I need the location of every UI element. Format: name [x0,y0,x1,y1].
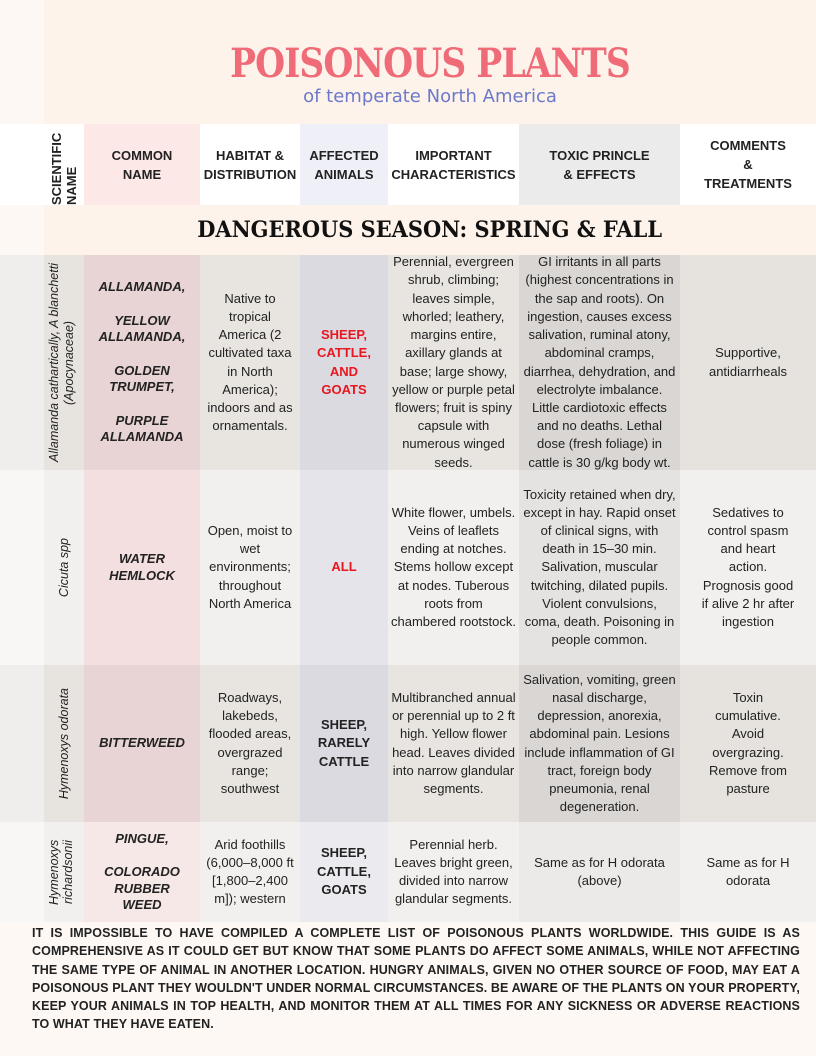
toxic-principle-effects-cell [519,822,680,922]
scientific-name-cell [44,470,84,665]
habitat-distribution-cell [200,470,300,665]
important-characteristics: Multibranched annual or perennial up to 2 ft high. Yellow flower head. Leaves divided into narrow glandular segments. [391,689,516,796]
common-name-cell [84,822,200,922]
comments-treatments: Same as for H odorata [706,854,790,888]
page-title: POISONOUS PLANTS [230,40,630,87]
affected-animals-cell [300,822,388,922]
common-name-cell [84,665,200,822]
affected-animals-cell [300,665,388,822]
disclaimer-note: IT IS IMPOSSIBLE TO HAVE COMPILED A COMPLETE LIST OF POISONOUS PLANTS WORLDWIDE. THIS GUIDE IS AS COMPREHENSIVE AS IT COULD GET BUT KNOW THAT SOME PLANTS DO AFFECT SOME ANIMALS, WHILE NOT AFFECTING THE SAME TYPE OF ANIMAL IN ANOTHER LOCATION. HUNGRY ANIMALS, GIVEN NO OTHER SOURCE OF FOOD, MAY EAT A POISONOUS PLANT THEY WOULDN'T UNDER NORMAL CIRCUMSTANCES. BE AWARE OF THE PLANTS ON YOUR PROPERTY, KEEP YOUR ANIMALS IN TOP HEALTH, AND MONITOR THEM AT ALL TIMES FOR ANY SICKNESS OR ADVERSE REACTIONS TO WHAT THEY HAVE EATEN. [32,926,800,1032]
affected-animals: ALL [331,559,357,575]
col-header-important-label: IMPORTANT CHARACTERISTICS [391,147,516,182]
col-header-common-label: COMMON NAME [111,147,173,182]
important-characteristics: Perennial herb. Leaves bright green, divided into narrow glandular segments. [394,836,513,907]
common-name: PURPLE ALLAMANDA [100,412,184,445]
toxic-principle-effects-cell [519,470,680,665]
comments-treatments-cell [680,822,816,922]
scientific-name-cell [44,822,84,922]
affected-animals: SHEEP, CATTLE, GOATS [317,845,371,898]
habitat-distribution-cell [200,255,300,470]
important-characteristics-cell [388,665,519,822]
habitat-distribution: Open, moist to wet environments; throughout North America [207,522,293,611]
scientific-name-cell [44,255,84,470]
comments-treatments-cell [680,470,816,665]
habitat-distribution: Arid foothills (6,000–8,000 ft [1,800–2,400 m]); western [206,836,294,907]
row-margin [0,255,44,470]
important-characteristics-cell [388,470,519,665]
col-header-scientific-label: SCIENTIFIC NAME [49,132,79,205]
toxic-principle-effects: Same as for H odorata (above) [534,854,665,888]
page-header [44,0,816,124]
col-header-comments-label: COMMENTS & TREATMENTS [704,138,792,191]
habitat-distribution: Native to tropical America (2 cultivated taxa in North America); indoors and as ornamentals. [207,290,293,434]
important-characteristics: White flower, umbels. Veins of leaflets ending at notches. Stems hollow except at nodes. Tuberous roots from chambered rootstock. [390,504,516,629]
col-header-affected [300,124,388,205]
affected-animals-cell [300,255,388,470]
season-banner-text: DANGEROUS SEASON: SPRING & FALL [197,217,663,243]
common-name: PINGUE, [115,830,169,846]
toxic-principle-effects: Toxicity retained when dry, except in hay. Rapid onset of clinical signs, with death in 15–30 min. Salivation, muscular twitching, dilated pupils. Violent convulsions, coma, death. Poisoning in people common. [523,486,676,648]
important-characteristics-cell [388,822,519,922]
comments-treatments: Sedatives to control spasm and heart action. Prognosis good if alive 2 hr after ingestion [701,504,795,629]
affected-animals-cell [300,470,388,665]
scientific-name: Hymenoxys odorata [56,687,71,800]
common-name: WATER HEMLOCK [109,551,175,583]
row-margin [0,665,44,822]
col-header-habitat-label: HABITAT & DISTRIBUTION [203,147,297,182]
season-banner-margin [0,205,44,255]
comments-treatments-cell [680,665,816,822]
common-name: COLORADO RUBBER WEED [104,864,180,912]
toxic-principle-effects: Salivation, vomiting, green nasal discharge, depression, anorexia, abdominal pain. Lesions include inflammation of GI tract, foreign body pneumonia, renal degeneration. [523,671,676,815]
header-blank-cell [0,124,44,205]
common-name: YELLOW ALLAMANDA, [98,312,186,345]
common-name-cell [84,470,200,665]
important-characteristics-cell [388,255,519,470]
scientific-name: Allamanda cathartically, A blanchetti (Apocynaceae) [47,263,76,462]
affected-animals: SHEEP, CATTLE, AND GOATS [317,326,371,397]
col-header-scientific [44,124,84,205]
common-name-cell [84,255,200,470]
comments-treatments-cell [680,255,816,470]
important-characteristics: Perennial, evergreen shrub, climbing; leaves simple, whorled; leathery, margins entire, axillary glands at base; large showy, yellow or purple petal flowers; fruit is spiny capsule with numerous winged seeds. [392,254,515,470]
col-header-habitat [200,124,300,205]
col-header-affected-label: AFFECTED ANIMALS [309,147,379,182]
common-name: GOLDEN TRUMPET, [109,362,175,395]
common-name: ALLAMANDA, [98,279,186,295]
page-subtitle: of temperate North America [303,86,557,107]
row-margin [0,822,44,922]
col-header-common [84,124,200,205]
col-header-important [388,124,519,205]
scientific-name: Hymenoxys richardsonii [47,839,75,905]
affected-animals: SHEEP, RARELY CATTLE [317,716,371,769]
col-header-toxic [519,124,680,205]
comments-treatments: Supportive, antidiarrheals [708,345,788,379]
toxic-principle-effects-cell [519,255,680,470]
scientific-name: Cicuta spp [56,537,71,598]
habitat-distribution: Roadways, lakebeds, flooded areas, overgrazed range; southwest [208,689,292,796]
col-header-comments [680,124,816,205]
scientific-name-cell [44,665,84,822]
season-banner [44,205,816,255]
toxic-principle-effects: GI irritants in all parts (highest concentrations in the sap and roots). On ingestion, causes excess salivation, ruminal atony, abdominal cramps, diarrhea, dehydration, and electrolyte imbalance. Little cardiotoxic effects and no deaths. Lethal dose (fresh foliage) in cattle is 30 g/kg body wt. [523,254,676,470]
toxic-principle-effects-cell [519,665,680,822]
row-margin [0,470,44,665]
habitat-distribution-cell [200,822,300,922]
common-name: BITTERWEED [99,735,185,751]
comments-treatments: Toxin cumulative. Avoid overgrazing. Remove from pasture [708,689,788,796]
col-header-toxic-label: TOXIC PRINCLE & EFFECTS [549,147,650,182]
habitat-distribution-cell [200,665,300,822]
